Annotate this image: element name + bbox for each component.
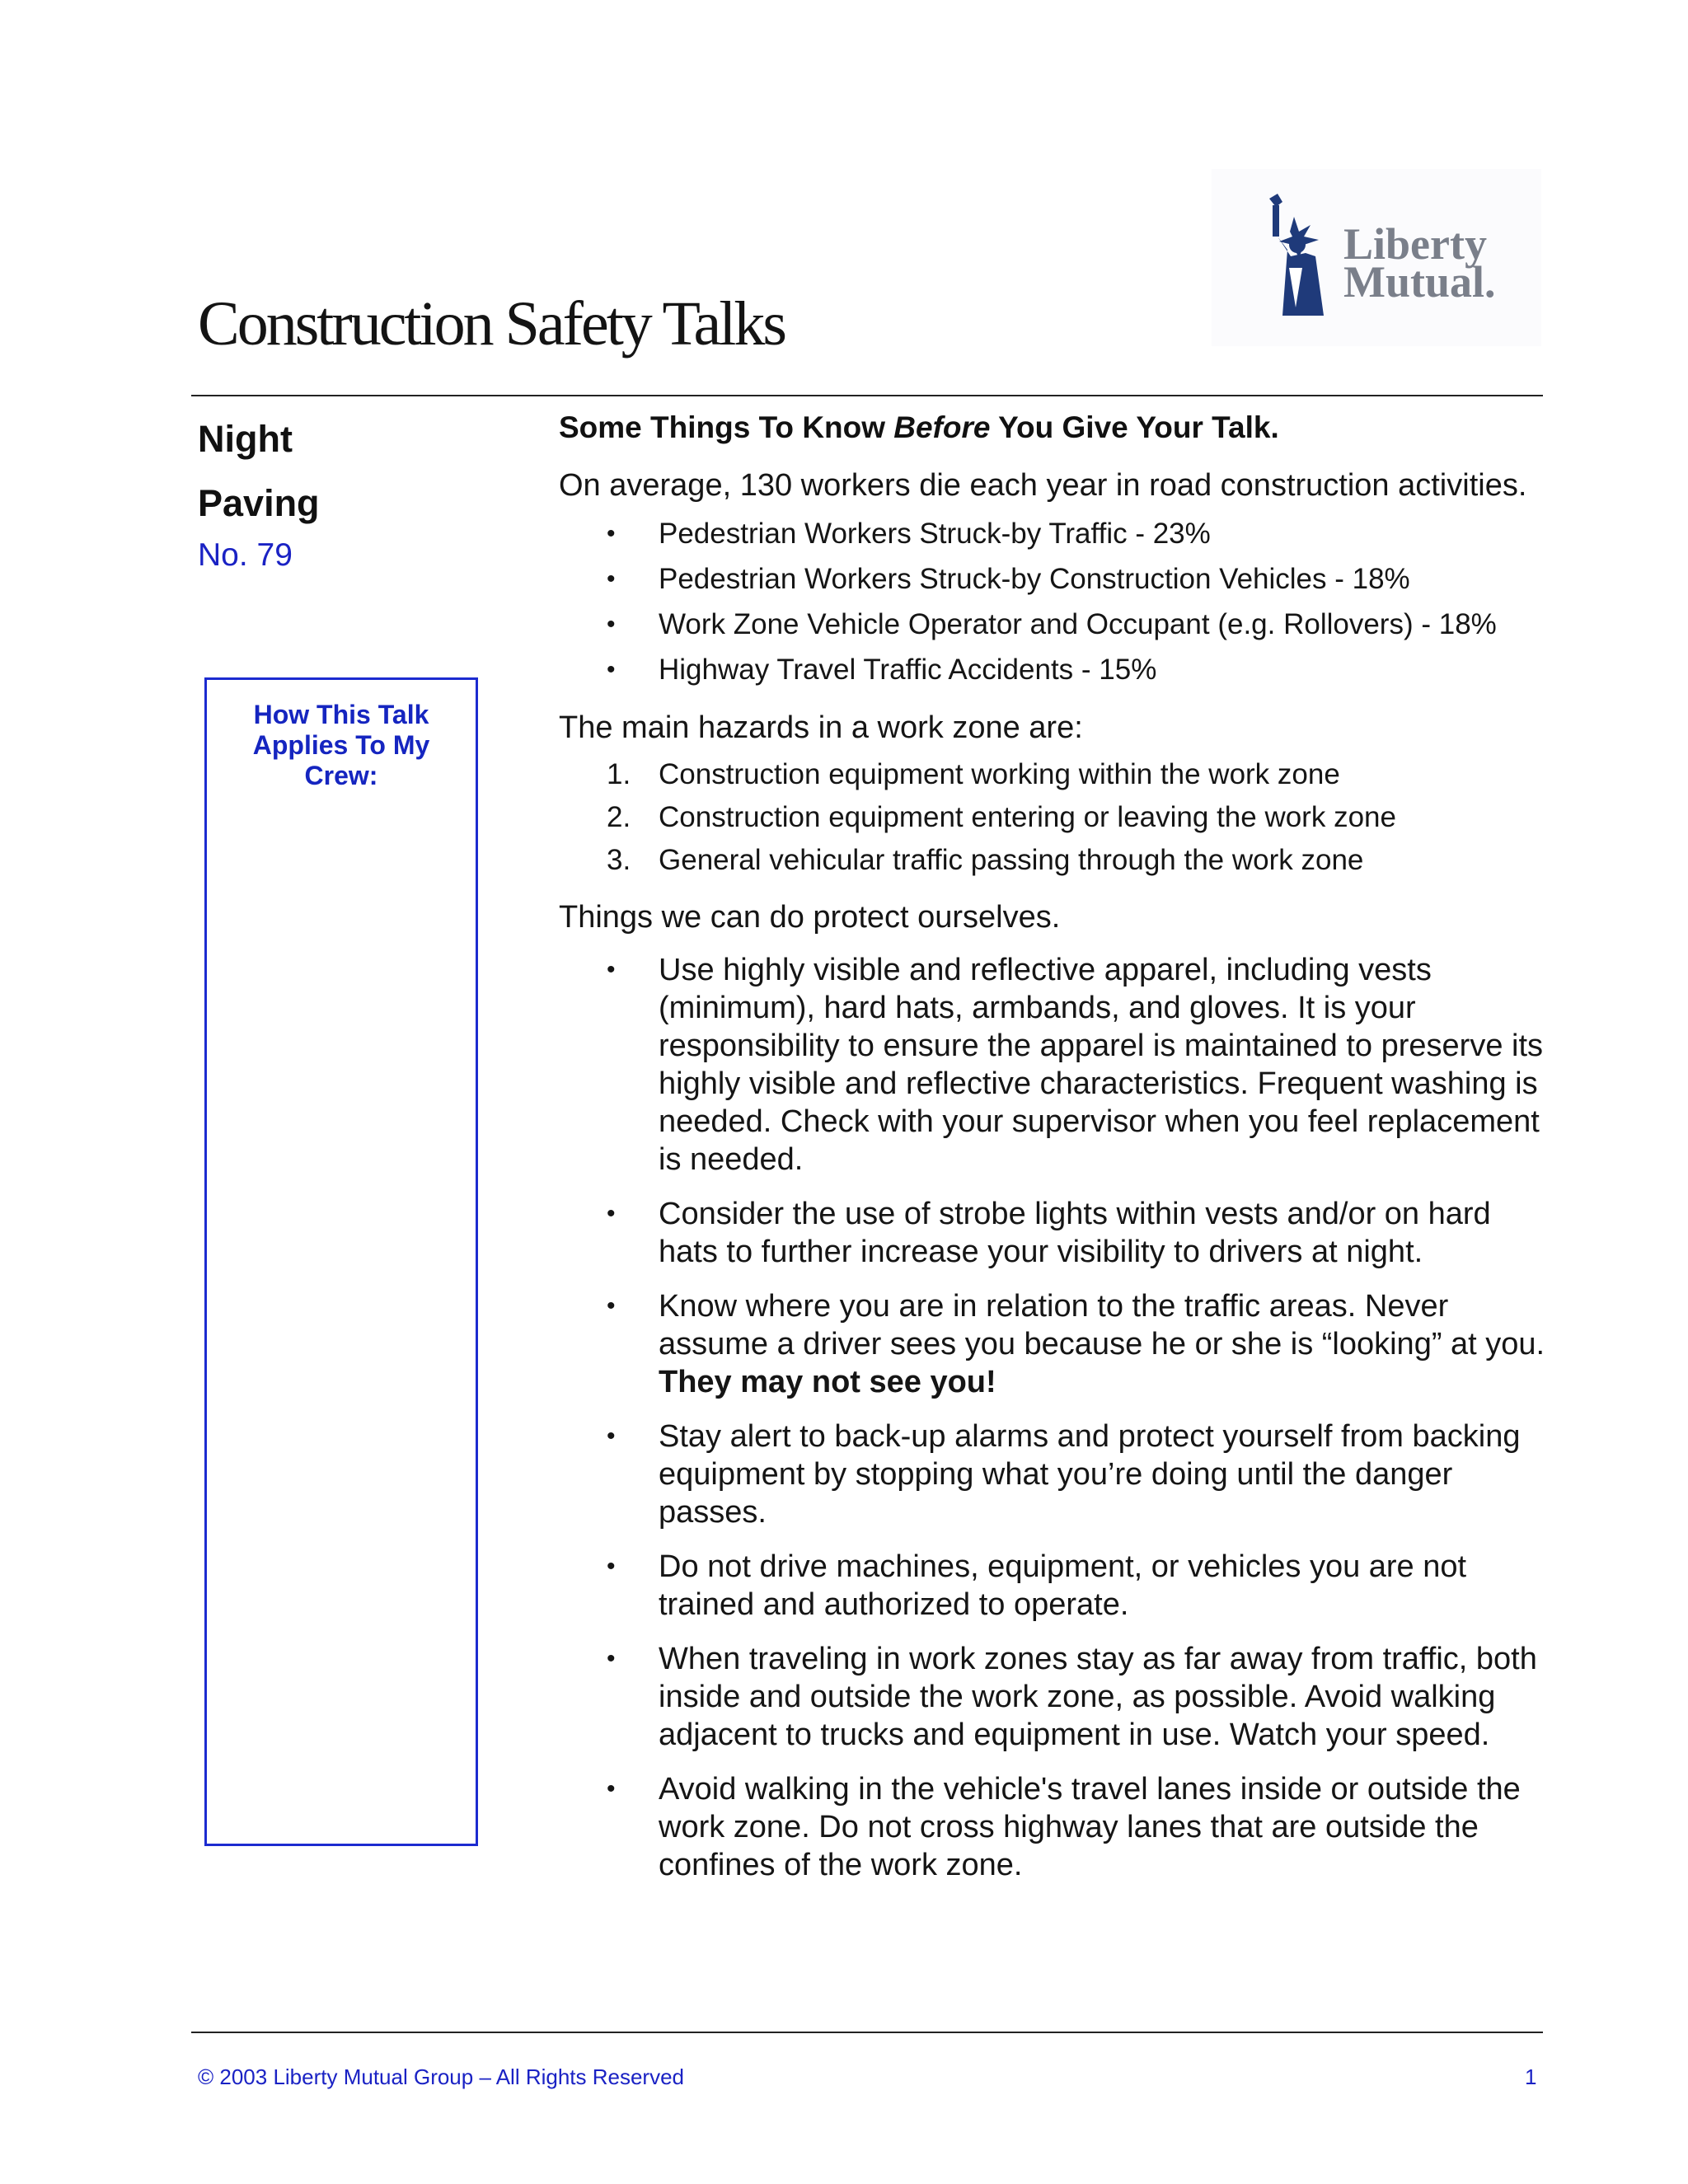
intro-paragraph: On average, 130 workers die each year in road construction activities. — [559, 468, 1527, 503]
list-item: • Avoid walking in the vehicle's travel lanes inside or outside the work zone. Do not cross highway lanes that are outside the confines of the work zone. — [607, 1772, 1521, 1882]
liberty-mutual-logo — [1212, 169, 1541, 346]
list-item: • Pedestrian Workers Struck-by Construction Vehicles - 18% — [607, 563, 1410, 595]
header-divider — [191, 395, 1543, 396]
copyright-notice: © 2003 Liberty Mutual Group – All Rights Reserved — [198, 2064, 685, 2089]
list-item: 3. General vehicular traffic passing through the work zone — [607, 844, 1364, 876]
hazards-intro: The main hazards in a work zone are: — [559, 710, 1083, 745]
list-item: • Know where you are in relation to the traffic areas. Never assume a driver sees you because he or she is “looking” at you. They may not see you! — [607, 1289, 1545, 1399]
talk-number: No. 79 — [198, 537, 293, 573]
statue-of-liberty-icon — [1245, 192, 1343, 324]
list-item: • Work Zone Vehicle Operator and Occupant (e.g. Rollovers) - 18% — [607, 608, 1497, 640]
list-item: • Consider the use of strobe lights within vests and/or on hard hats to further increase your visibility to drivers at night. — [607, 1197, 1491, 1269]
list-item: • Pedestrian Workers Struck-by Traffic - 23% — [607, 518, 1211, 550]
list-item: 1. Construction equipment working within the work zone — [607, 758, 1340, 790]
fatality-stats-list — [559, 511, 1548, 692]
list-item: • When traveling in work zones stay as far away from traffic, both inside and outside the work zone, as possible. Avoid walking adjacent to trucks and equipment in use. Watch your speed. — [607, 1642, 1537, 1752]
page-number: 1 — [1525, 2064, 1537, 2089]
list-item: • Do not drive machines, equipment, or vehicles you are not trained and authorized to operate. — [607, 1549, 1467, 1622]
logo-wordmark: Liberty Mutual. — [1343, 219, 1496, 307]
list-item: • Use highly visible and reflective apparel, including vests (minimum), hard hats, armbands, and gloves. It is your responsibility to ensure the apparel is maintained to preserve its highly visible and reflective characteristics. Frequent washing is needed. Check with your supervisor when you feel replacement is needed. — [607, 953, 1544, 1177]
protect-intro: Things we can do protect ourselves. — [559, 900, 1061, 935]
section-heading: Some Things To Know Before You Give Your Talk. — [559, 410, 1279, 444]
list-item: 2. Construction equipment entering or leaving the work zone — [607, 801, 1396, 833]
crew-notes-box — [204, 677, 478, 1846]
safety-tips-list — [559, 951, 1548, 1884]
document-title: Construction Safety Talks — [198, 289, 785, 359]
list-item: • Stay alert to back-up alarms and protect yourself from backing equipment by stopping what you’re doing until the danger passes. — [607, 1419, 1521, 1530]
footer-divider — [191, 2032, 1543, 2033]
main-content — [559, 404, 1548, 1900]
hazards-list — [559, 753, 1548, 882]
talk-title: Night Paving — [198, 418, 320, 524]
crew-notes-label: How This Talk Applies To My Crew: — [252, 700, 430, 790]
list-item: • Highway Travel Traffic Accidents - 15% — [607, 654, 1157, 686]
